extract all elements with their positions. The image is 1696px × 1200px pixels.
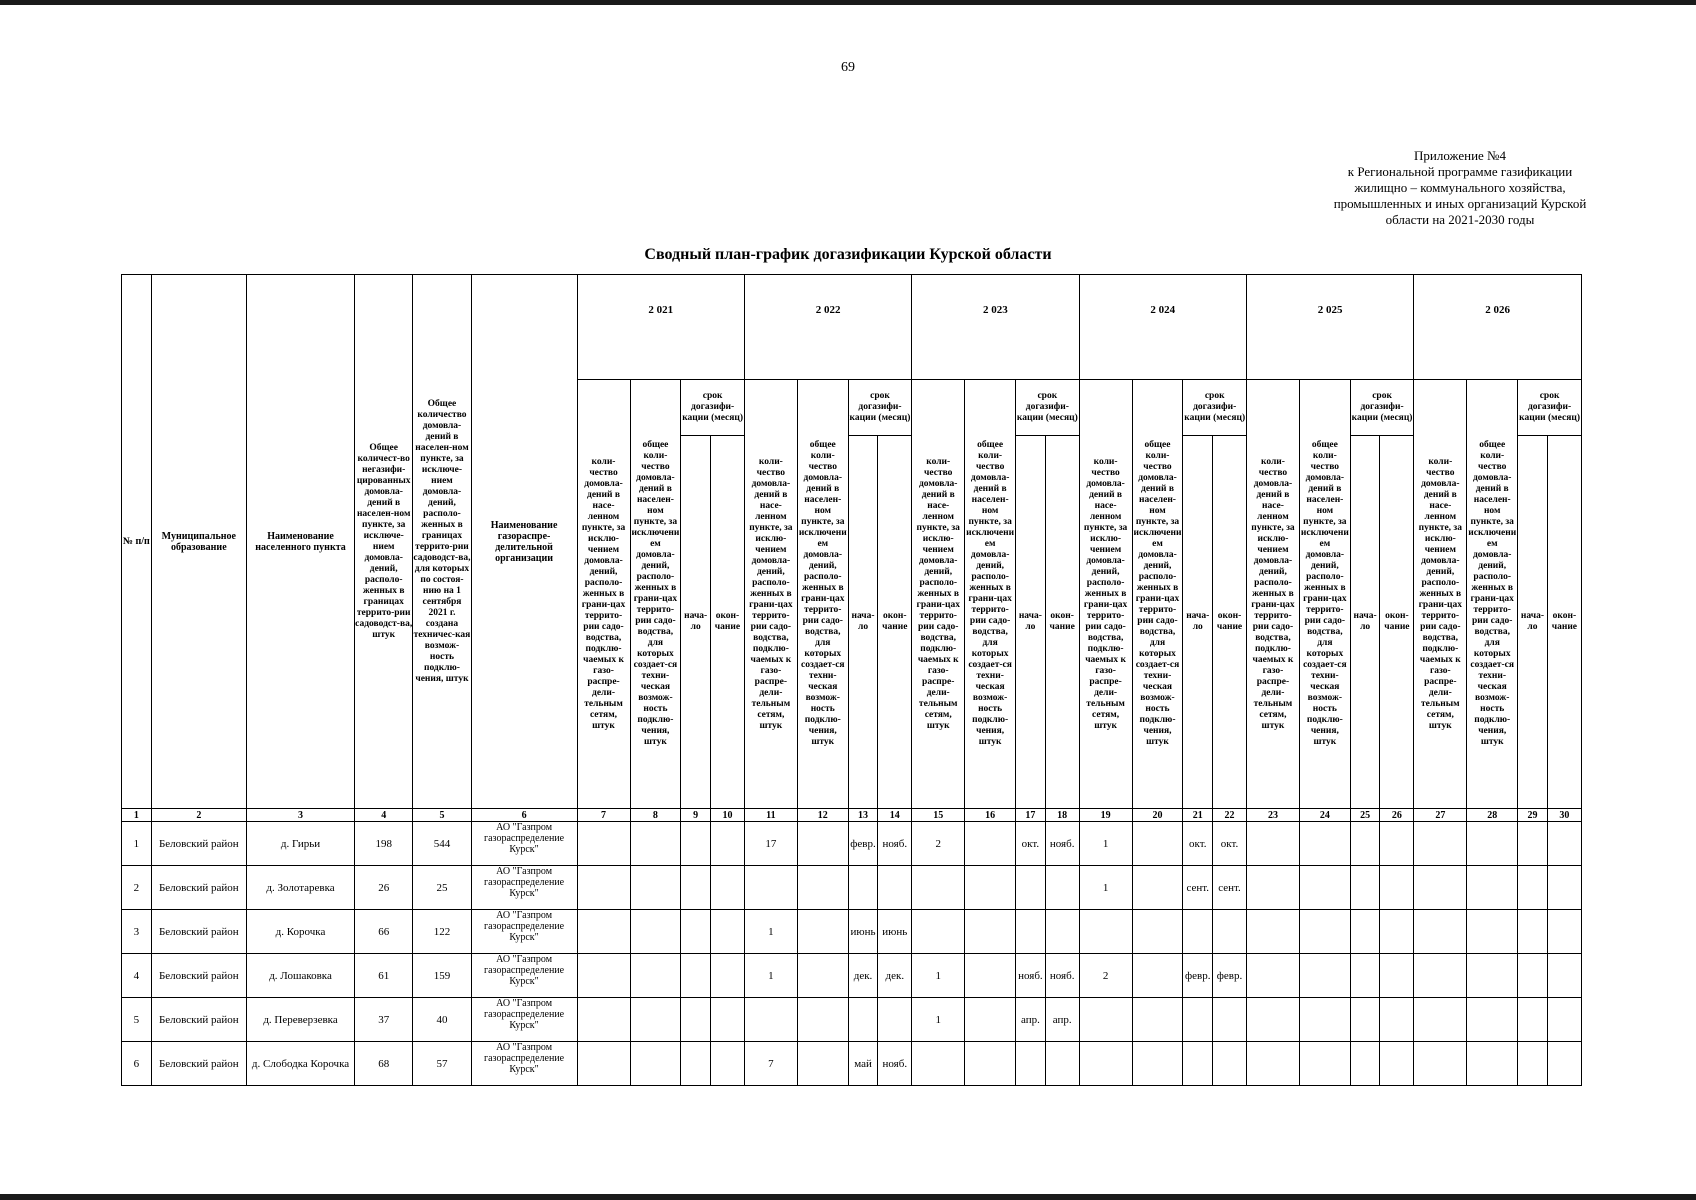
end-month-cell (1547, 866, 1581, 910)
end-month-cell (1213, 1042, 1247, 1086)
connected-count-cell (1079, 910, 1132, 954)
municipality-cell: Беловский район (151, 998, 246, 1042)
gasification-schedule-table (121, 274, 1582, 1086)
possible-count-cell (1467, 866, 1518, 910)
settlement-cell: д. Гирьи (247, 822, 355, 866)
column-number: 10 (711, 809, 745, 822)
column-number: 17 (1016, 809, 1046, 822)
header-end: окон-чание (1045, 436, 1079, 809)
start-month-cell (1016, 1042, 1046, 1086)
table-row (122, 954, 1582, 998)
possible-count-cell (630, 866, 681, 910)
possible-count-cell (965, 910, 1016, 954)
column-number: 29 (1518, 809, 1548, 822)
settlement-cell: д. Лошаковка (247, 954, 355, 998)
possible-count-cell (965, 866, 1016, 910)
connected-count-cell: 1 (1079, 866, 1132, 910)
connected-count-cell (744, 866, 797, 910)
possible-count-cell (1299, 866, 1350, 910)
start-month-cell (1518, 866, 1548, 910)
start-month-cell (848, 998, 878, 1042)
connected-count-cell (577, 822, 630, 866)
possible-count-cell (1467, 910, 1518, 954)
connected-count-cell: 7 (744, 1042, 797, 1086)
connected-count-cell (577, 998, 630, 1042)
possible-count-cell (1132, 822, 1183, 866)
households-count-cell: 159 (413, 954, 471, 998)
column-number: 24 (1299, 809, 1350, 822)
header-start: нача-ло (1518, 436, 1548, 809)
connected-count-cell: 1 (744, 910, 797, 954)
table-row (122, 822, 1582, 866)
possible-count-cell (630, 1042, 681, 1086)
header-start: нача-ло (848, 436, 878, 809)
header-municipality: Муниципальное образование (151, 275, 246, 809)
end-month-cell: апр. (1045, 998, 1079, 1042)
end-month-cell (878, 866, 912, 910)
end-month-cell (1380, 866, 1414, 910)
start-month-cell (1016, 866, 1046, 910)
column-number: 19 (1079, 809, 1132, 822)
column-number: 16 (965, 809, 1016, 822)
possible-count-cell (797, 866, 848, 910)
connected-count-cell: 1 (1079, 822, 1132, 866)
header-count-connected: коли-чество домовла-дений в насе-ленном пункте, за исклю-чением домовла-дений, располо-женных в грани-цах террито-рии садо-водства, подклю-чаемых к газо-распре-дели-тельным сетям, штук (577, 380, 630, 809)
header-count-connected: коли-чество домовла-дений в насе-ленном пункте, за исклю-чением домовла-дений, располо-женных в грани-цах террито-рии садо-водства, подклю-чаемых к газо-распре-дели-тельным сетям, штук (1079, 380, 1132, 809)
ungasified-count-cell: 26 (355, 866, 413, 910)
connected-count-cell (1246, 998, 1299, 1042)
connected-count-cell (1414, 954, 1467, 998)
column-number: 26 (1380, 809, 1414, 822)
table-row (122, 910, 1582, 954)
header-count-connected: коли-чество домовла-дений в насе-ленном пункте, за исклю-чением домовла-дений, располо-женных в грани-цах террито-рии садо-водства, подклю-чаемых к газо-распре-дели-тельным сетям, штук (744, 380, 797, 809)
possible-count-cell (1299, 822, 1350, 866)
header-end: окон-чание (711, 436, 745, 809)
header-total-possible: общее коли-чество домовла-дений в населен-ном пункте, за исключением домовла-дений, располо-женных в грани-цах террито-рии садо-водства, для которых создает-ся техни-ческая возмож-ность подклю-чения, штук (1467, 380, 1518, 809)
end-month-cell (1380, 1042, 1414, 1086)
end-month-cell (711, 954, 745, 998)
column-number: 3 (247, 809, 355, 822)
connected-count-cell: 2 (912, 822, 965, 866)
connected-count-cell (1414, 998, 1467, 1042)
end-month-cell: сент. (1213, 866, 1247, 910)
end-month-cell (1547, 910, 1581, 954)
end-month-cell: дек. (878, 954, 912, 998)
municipality-cell: Беловский район (151, 1042, 246, 1086)
table-body (122, 822, 1582, 1086)
gdo-cell: АО "Газпром газораспределение Курск" (471, 822, 577, 866)
header-total-possible: общее коли-чество домовла-дений в населен-ном пункте, за исключением домовла-дений, располо-женных в грани-цах террито-рии садо-водства, для которых создает-ся техни-ческая возмож-ность подклю-чения, штук (1299, 380, 1350, 809)
end-month-cell: нояб. (878, 822, 912, 866)
end-month-cell: нояб. (1045, 954, 1079, 998)
header-num: № п/п (122, 275, 152, 809)
header-end: окон-чание (1213, 436, 1247, 809)
connected-count-cell: 1 (912, 998, 965, 1042)
end-month-cell (711, 910, 745, 954)
header-term: срок догазифи-кации (месяц) (681, 380, 745, 436)
connected-count-cell (1414, 822, 1467, 866)
header-year: 2 022 (744, 275, 911, 380)
start-month-cell (1518, 910, 1548, 954)
header-count-connected: коли-чество домовла-дений в насе-ленном пункте, за исклю-чением домовла-дений, располо-женных в грани-цах террито-рии садо-водства, подклю-чаемых к газо-распре-дели-тельным сетям, штук (1246, 380, 1299, 809)
municipality-cell: Беловский район (151, 954, 246, 998)
end-month-cell (878, 998, 912, 1042)
start-month-cell (1350, 1042, 1380, 1086)
gdo-cell: АО "Газпром газораспределение Курск" (471, 998, 577, 1042)
start-month-cell: февр. (848, 822, 878, 866)
end-month-cell (711, 998, 745, 1042)
header-term: срок догазифи-кации (месяц) (848, 380, 912, 436)
column-number: 4 (355, 809, 413, 822)
column-number: 9 (681, 809, 711, 822)
start-month-cell: февр. (1183, 954, 1213, 998)
end-month-cell (1380, 822, 1414, 866)
connected-count-cell (577, 910, 630, 954)
connected-count-cell (1246, 866, 1299, 910)
possible-count-cell (797, 954, 848, 998)
scan-edge-bottom (0, 1194, 1696, 1200)
header-start: нача-ло (1016, 436, 1046, 809)
scan-edge-top (0, 0, 1696, 5)
table-row (122, 998, 1582, 1042)
row-number: 6 (122, 1042, 152, 1086)
connected-count-cell (1246, 1042, 1299, 1086)
connected-count-cell (912, 866, 965, 910)
header-total-possible: общее коли-чество домовла-дений в населен-ном пункте, за исключением домовла-дений, располо-женных в грани-цах террито-рии садо-водства, для которых создает-ся техни-ческая возмож-ность подклю-чения, штук (965, 380, 1016, 809)
possible-count-cell (1132, 866, 1183, 910)
households-count-cell: 25 (413, 866, 471, 910)
end-month-cell: нояб. (1045, 822, 1079, 866)
connected-count-cell (577, 866, 630, 910)
start-month-cell (848, 866, 878, 910)
table-row (122, 1042, 1582, 1086)
start-month-cell: сент. (1183, 866, 1213, 910)
column-number: 23 (1246, 809, 1299, 822)
column-number: 18 (1045, 809, 1079, 822)
municipality-cell: Беловский район (151, 866, 246, 910)
connected-count-cell (577, 1042, 630, 1086)
possible-count-cell (965, 1042, 1016, 1086)
column-number: 28 (1467, 809, 1518, 822)
header-term: срок догазифи-кации (месяц) (1350, 380, 1414, 436)
start-month-cell (1518, 998, 1548, 1042)
header-count-connected: коли-чество домовла-дений в насе-ленном пункте, за исклю-чением домовла-дений, располо-женных в грани-цах террито-рии садо-водства, подклю-чаемых к газо-распре-дели-тельным сетям, штук (1414, 380, 1467, 809)
end-month-cell (711, 822, 745, 866)
header-end: окон-чание (1547, 436, 1581, 809)
end-month-cell (1380, 910, 1414, 954)
table-header (122, 275, 1582, 822)
column-number: 5 (413, 809, 471, 822)
possible-count-cell (1299, 998, 1350, 1042)
possible-count-cell (1299, 954, 1350, 998)
connected-count-cell (1414, 1042, 1467, 1086)
column-number: 15 (912, 809, 965, 822)
header-year: 2 023 (912, 275, 1079, 380)
end-month-cell (1045, 1042, 1079, 1086)
possible-count-cell (797, 998, 848, 1042)
header-settlement: Наименование населенного пункта (247, 275, 355, 809)
row-number: 3 (122, 910, 152, 954)
possible-count-cell (965, 822, 1016, 866)
households-count-cell: 57 (413, 1042, 471, 1086)
possible-count-cell (630, 822, 681, 866)
header-total-ungasified: Общее количест-во негазифи-цированных домовла-дений в населен-ном пункте, за исключе-нием домовла-дений, располо-женных в границах террито-рии садоводст-ва, штук (355, 275, 413, 809)
start-month-cell (1518, 822, 1548, 866)
gdo-cell: АО "Газпром газораспределение Курск" (471, 954, 577, 998)
possible-count-cell (797, 910, 848, 954)
connected-count-cell (912, 1042, 965, 1086)
start-month-cell (1350, 998, 1380, 1042)
start-month-cell (1016, 910, 1046, 954)
connected-count-cell (1246, 954, 1299, 998)
column-number: 2 (151, 809, 246, 822)
possible-count-cell (965, 954, 1016, 998)
table-row (122, 866, 1582, 910)
column-number: 13 (848, 809, 878, 822)
row-number: 5 (122, 998, 152, 1042)
column-number: 7 (577, 809, 630, 822)
start-month-cell: окт. (1016, 822, 1046, 866)
row-number: 1 (122, 822, 152, 866)
connected-count-cell (1414, 866, 1467, 910)
end-month-cell (1380, 998, 1414, 1042)
start-month-cell (1183, 910, 1213, 954)
header-end: окон-чание (878, 436, 912, 809)
settlement-cell: д. Переверзевка (247, 998, 355, 1042)
connected-count-cell (1079, 1042, 1132, 1086)
possible-count-cell (1467, 1042, 1518, 1086)
column-number: 27 (1414, 809, 1467, 822)
gdo-cell: АО "Газпром газораспределение Курск" (471, 910, 577, 954)
page-number: 69 (841, 60, 855, 75)
gdo-cell: АО "Газпром газораспределение Курск" (471, 866, 577, 910)
start-month-cell (681, 1042, 711, 1086)
end-month-cell (1045, 866, 1079, 910)
header-term: срок догазифи-кации (месяц) (1518, 380, 1582, 436)
possible-count-cell (630, 998, 681, 1042)
start-month-cell: май (848, 1042, 878, 1086)
possible-count-cell (1467, 822, 1518, 866)
start-month-cell: окт. (1183, 822, 1213, 866)
households-count-cell: 544 (413, 822, 471, 866)
ungasified-count-cell: 37 (355, 998, 413, 1042)
possible-count-cell (1467, 954, 1518, 998)
column-number: 22 (1213, 809, 1247, 822)
connected-count-cell (577, 954, 630, 998)
start-month-cell (1183, 1042, 1213, 1086)
possible-count-cell (1299, 1042, 1350, 1086)
start-month-cell (681, 822, 711, 866)
start-month-cell (1350, 910, 1380, 954)
header-total-possible: общее коли-чество домовла-дений в населен-ном пункте, за исключением домовла-дений, располо-женных в грани-цах террито-рии садо-водства, для которых создает-ся техни-ческая возмож-ность подклю-чения, штук (797, 380, 848, 809)
possible-count-cell (1467, 998, 1518, 1042)
end-month-cell (1547, 954, 1581, 998)
end-month-cell (1380, 954, 1414, 998)
ungasified-count-cell: 61 (355, 954, 413, 998)
column-number: 8 (630, 809, 681, 822)
connected-count-cell (1246, 910, 1299, 954)
ungasified-count-cell: 68 (355, 1042, 413, 1086)
header-gdo: Наименование газораспре-делительной организации (471, 275, 577, 809)
connected-count-cell: 2 (1079, 954, 1132, 998)
end-month-cell: февр. (1213, 954, 1247, 998)
appendix-note (1310, 148, 1610, 228)
start-month-cell: июнь (848, 910, 878, 954)
column-number: 1 (122, 809, 152, 822)
start-month-cell: дек. (848, 954, 878, 998)
header-count-connected: коли-чество домовла-дений в насе-ленном пункте, за исклю-чением домовла-дений, располо-женных в грани-цах террито-рии садо-водства, подклю-чаемых к газо-распре-дели-тельным сетям, штук (912, 380, 965, 809)
end-month-cell (1213, 998, 1247, 1042)
start-month-cell (1350, 822, 1380, 866)
connected-count-cell: 1 (912, 954, 965, 998)
settlement-cell: д. Слободка Корочка (247, 1042, 355, 1086)
appendix-line: жилищно – коммунального хозяйства, (1354, 180, 1566, 195)
end-month-cell (1547, 822, 1581, 866)
connected-count-cell (1079, 998, 1132, 1042)
possible-count-cell (797, 1042, 848, 1086)
possible-count-cell (965, 998, 1016, 1042)
end-month-cell (1213, 910, 1247, 954)
connected-count-cell (1414, 910, 1467, 954)
end-month-cell: окт. (1213, 822, 1247, 866)
column-number: 21 (1183, 809, 1213, 822)
settlement-cell: д. Золотаревка (247, 866, 355, 910)
header-total-possible: общее коли-чество домовла-дений в населен-ном пункте, за исключением домовла-дений, располо-женных в грани-цах террито-рии садо-водства, для которых создает-ся техни-ческая возмож-ность подклю-чения, штук (1132, 380, 1183, 809)
column-number: 25 (1350, 809, 1380, 822)
column-number: 11 (744, 809, 797, 822)
row-number: 4 (122, 954, 152, 998)
end-month-cell: июнь (878, 910, 912, 954)
start-month-cell (681, 866, 711, 910)
connected-count-cell: 17 (744, 822, 797, 866)
connected-count-cell (912, 910, 965, 954)
header-start: нача-ло (681, 436, 711, 809)
end-month-cell: нояб. (878, 1042, 912, 1086)
households-count-cell: 122 (413, 910, 471, 954)
header-start: нача-ло (1183, 436, 1213, 809)
possible-count-cell (1132, 998, 1183, 1042)
municipality-cell: Беловский район (151, 910, 246, 954)
end-month-cell (711, 1042, 745, 1086)
document-title: Сводный план-график догазификации Курской области (644, 246, 1052, 263)
possible-count-cell (630, 910, 681, 954)
header-year: 2 021 (577, 275, 744, 380)
possible-count-cell (1132, 910, 1183, 954)
ungasified-count-cell: 66 (355, 910, 413, 954)
possible-count-cell (797, 822, 848, 866)
column-number: 14 (878, 809, 912, 822)
header-term: срок догазифи-кации (месяц) (1016, 380, 1080, 436)
possible-count-cell (1132, 954, 1183, 998)
start-month-cell (681, 998, 711, 1042)
header-year: 2 025 (1246, 275, 1413, 380)
header-total-possible: общее коли-чество домовла-дений в населен-ном пункте, за исключением домовла-дений, располо-женных в грани-цах террито-рии садо-водства, для которых создает-ся техни-ческая возмож-ность подклю-чения, штук (630, 380, 681, 809)
connected-count-cell (744, 998, 797, 1042)
end-month-cell (1045, 910, 1079, 954)
appendix-line: к Региональной программе газификации (1347, 164, 1573, 179)
column-number: 20 (1132, 809, 1183, 822)
header-total-households: Общее количество домовла-дений в населен-ном пункте, за исключе-нием домовла-дений, располо-женных в границах террито-рии садоводст-ва, для которых по состоя-нию на 1 сентября 2021 г. создана техничес-кая возмож-ность подклю-чения, штук (413, 275, 471, 809)
possible-count-cell (1132, 1042, 1183, 1086)
header-year: 2 024 (1079, 275, 1246, 380)
start-month-cell (1518, 954, 1548, 998)
connected-count-cell: 1 (744, 954, 797, 998)
column-number: 6 (471, 809, 577, 822)
start-month-cell (1350, 954, 1380, 998)
start-month-cell (1183, 998, 1213, 1042)
end-month-cell (1547, 998, 1581, 1042)
end-month-cell (711, 866, 745, 910)
column-number: 12 (797, 809, 848, 822)
appendix-line: промышленных и иных организаций Курской (1333, 196, 1587, 211)
possible-count-cell (630, 954, 681, 998)
municipality-cell: Беловский район (151, 822, 246, 866)
start-month-cell: нояб. (1016, 954, 1046, 998)
start-month-cell: апр. (1016, 998, 1046, 1042)
start-month-cell (1350, 866, 1380, 910)
header-term: срок догазифи-кации (месяц) (1183, 380, 1247, 436)
connected-count-cell (1246, 822, 1299, 866)
settlement-cell: д. Корочка (247, 910, 355, 954)
start-month-cell (1518, 1042, 1548, 1086)
possible-count-cell (1299, 910, 1350, 954)
appendix-line: Приложение №4 (1414, 148, 1506, 163)
appendix-line: области на 2021-2030 годы (1385, 212, 1535, 227)
row-number: 2 (122, 866, 152, 910)
start-month-cell (681, 910, 711, 954)
gdo-cell: АО "Газпром газораспределение Курск" (471, 1042, 577, 1086)
column-number: 30 (1547, 809, 1581, 822)
ungasified-count-cell: 198 (355, 822, 413, 866)
header-year: 2 026 (1414, 275, 1582, 380)
start-month-cell (681, 954, 711, 998)
households-count-cell: 40 (413, 998, 471, 1042)
header-start: нача-ло (1350, 436, 1380, 809)
header-end: окон-чание (1380, 436, 1414, 809)
end-month-cell (1547, 1042, 1581, 1086)
